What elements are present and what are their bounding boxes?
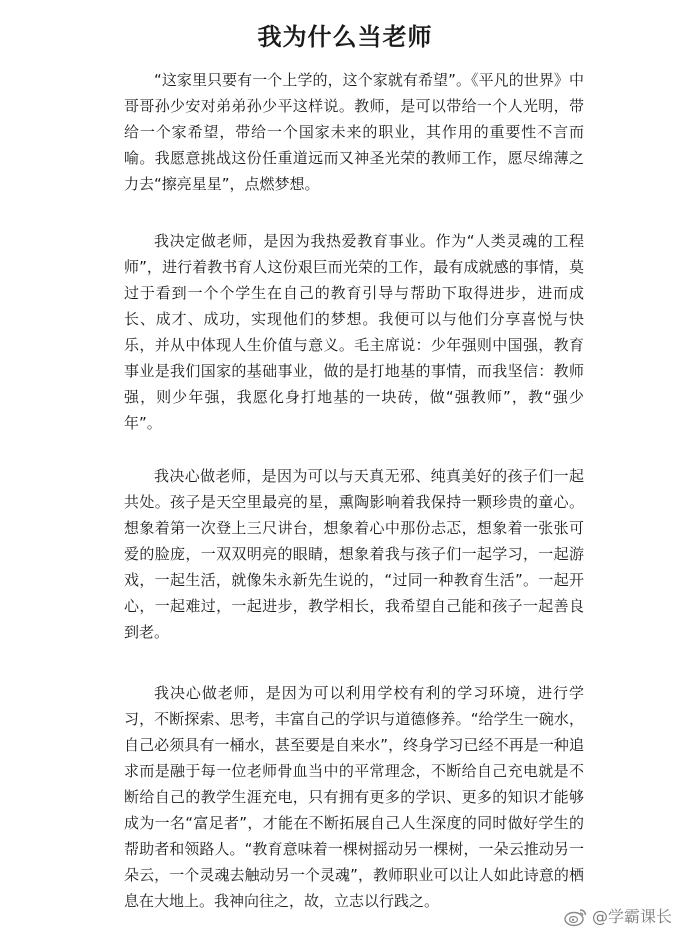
paragraph-4: 我决心做老师，是因为可以利用学校有利的学习环境，进行学习，不断探索、思考，丰富自己的学识与道德修养。“给学生一碗水，自己必须具有一桶水，甚至要是自来水”，终身学习已经不再是一种追求而是融于每一位老师骨血当中的平常理念，不断给自己充电就是不断给自己的教学生涯充电，只有拥有更多的学识、更多的知识才能够成为一名“富足者”，才能在不断拓展自己人生深度的同时做好学生的帮助者和领路人。“教育意味着一棵树摇动另一棵树，一朵云推动另一朵云，一个灵魂去触动另一个灵魂”，教师职业可以让人如此诗意的栖息在大地上。我神向往之，故，立志以行践之。 — [124, 684, 584, 910]
paragraph-2: 我决定做老师，是因为我热爱教育事业。作为“人类灵魂的工程师”，进行着教书育人这份艰巨而光荣的工作，最有成就感的事情，莫过于看到一个个学生在自己的教育引导与帮助下取得进步，进而成长、成才、成功，实现他们的梦想。我便可以与他们分享喜悦与快乐，并从中体现人生价值与意义。毛主席说：少年强则中国强，教育事业是我们国家的基础事业，做的是打地基的事情，而我坚信：教师强，则少年强，我愿化身打地基的一块砖，做“强教师”，教“强少年”。 — [124, 232, 584, 432]
paragraph-1: “这家里只要有一个上学的，这个家就有希望”。《平凡的世界》中哥哥孙少安对弟弟孙少平这样说。教师，是可以带给一个人光明，带给一个家希望，带给一个国家未来的职业，其作用的重要性不言而喻。我愿意挑战这份任重道远而又神圣光荣的教师工作，愿尽绵薄之力去“擦亮星星”，点燃梦想。 — [124, 71, 584, 193]
paragraph-3: 我决心做老师，是因为可以与天真无邪、纯真美好的孩子们一起共处。孩子是天空里最亮的星，熏陶影响着我保持一颗珍贵的童心。想象着第一次登上三尺讲台，想象着心中那份忐忑，想象着一张张可爱的脸庞，一双双明亮的眼睛，想象着我与孩子们一起学习，一起游戏，一起生活，就像朱永新先生说的，“过同一种教育生活”。一起开心，一起难过，一起进步，教学相长，我希望自己能和孩子一起善良到老。 — [124, 467, 584, 641]
watermark-text: @学霸课长 — [591, 907, 672, 926]
watermark — [564, 907, 672, 927]
weibo-icon — [564, 907, 588, 927]
page-title: 我为什么当老师 — [257, 23, 433, 51]
